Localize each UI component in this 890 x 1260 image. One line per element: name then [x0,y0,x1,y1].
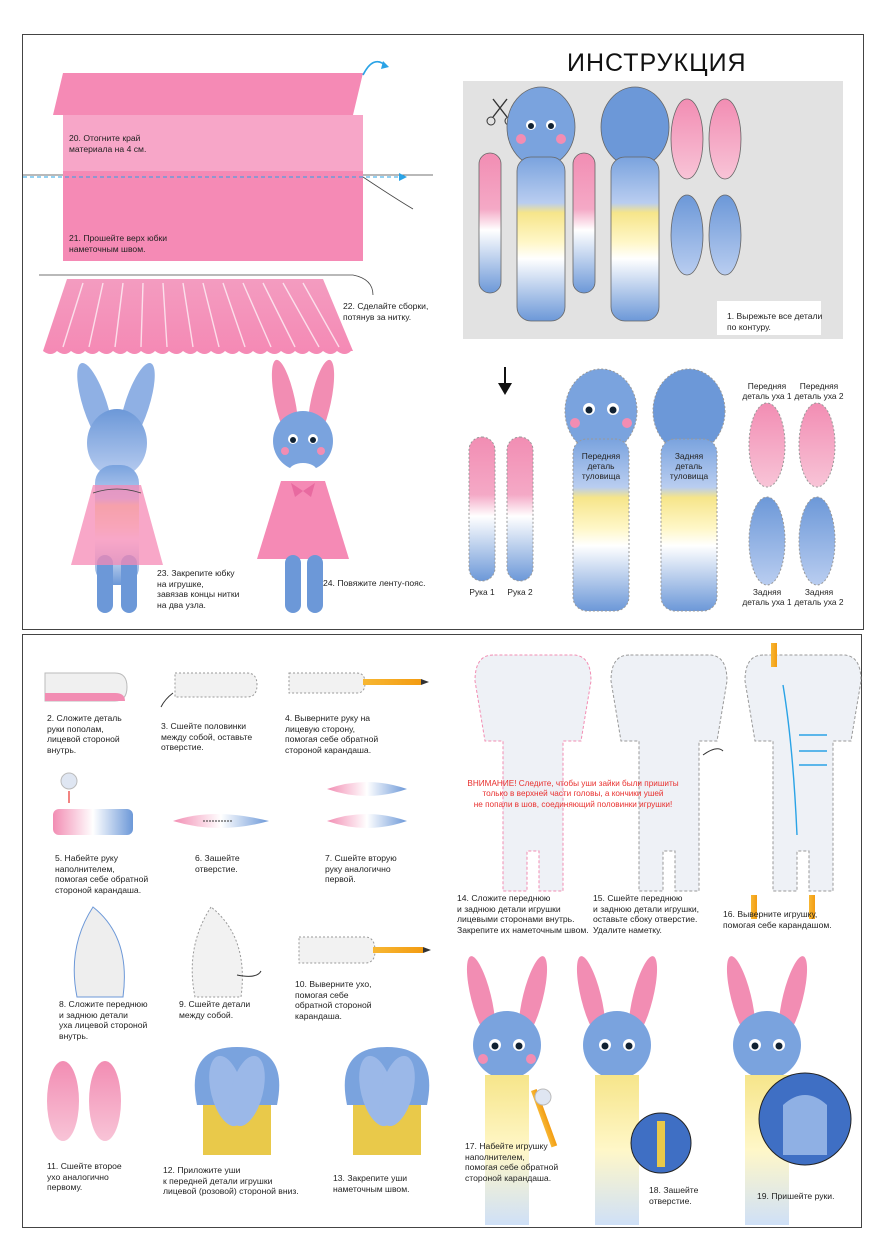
gathered-skirt-illustration [39,275,373,354]
top-panel [22,34,864,630]
pattern-sheet-illustration [463,81,843,339]
front-body-label: Передняя деталь туловища [581,451,621,481]
step-19-caption: 19. Пришейте руки. [757,1191,835,1201]
step-1-caption: 1. Вырежьте все детали по контуру. [727,311,823,332]
step-18-caption: 18. Зашейте отверстие. [649,1185,699,1206]
front-ear-1-label: Передняя деталь уха 1 [742,381,792,401]
bottom-panel [22,634,862,1228]
step-20-caption: 20. Отогните край материала на 4 см. [69,133,147,154]
front-ear-2-label: Передняя деталь уха 2 [794,381,844,401]
step-17-caption: 17. Набейте игрушку наполнителем, помогая себе обратной стороной карандаша. [465,1141,559,1183]
bottom-illustrations [23,635,863,1229]
back-ear-2-label: Задняя деталь уха 2 [794,587,844,607]
ear-steps-illustration [74,907,431,997]
arm-1-label: Рука 1 [469,587,495,597]
fabric-fold-illustration [23,61,433,175]
ear-attach-illustration [47,1047,429,1155]
arm-2-label: Рука 2 [507,587,533,597]
step-23-caption: 23. Закрепите юбку на игрушке, завязав концы нитки на два узла. [157,568,240,610]
step-13-caption: 13. Закрепите уши наметочным швом. [333,1173,410,1194]
bunny-skirt-front-illustration [257,358,349,613]
step-15-caption: 15. Сшейте переднюю и заднюю детали игрушки, оставьте сбоку отверстие. Удалите наметку. [593,893,700,935]
cut-parts-illustration [469,369,835,611]
warning-text: ВНИМАНИЕ! Следите, чтобы уши зайки были пришиты только в верхней части головы, а кончики ушей не попали в шов, соединяющий половинки игрушки! [467,779,679,809]
step-11-caption: 11. Сшейте второе ухо аналогично первому. [47,1161,122,1193]
step-21-caption: 21. Прошейте верх юбки наметочным швом. [69,233,168,254]
top-illustrations [23,35,865,631]
step-22-caption: 22. Сделайте сборки, потянув за нитку. [343,301,429,322]
page-title: ИНСТРУКЦИЯ [567,49,747,77]
step-9-caption: 9. Сшейте детали между собой. [179,999,251,1020]
step-3-caption: 3. Сшейте половинки между собой, оставьте отверстие. [161,721,253,753]
arrow-down-icon [498,367,512,395]
step-8-caption: 8. Сложите переднюю и заднюю детали уха лицевой стороной внутрь. [59,999,148,1041]
step-14-caption: 14. Сложите переднюю и заднюю детали игрушки лицевыми сторонами внутрь. Закрепите их наметочным швом. [457,893,589,935]
step-7-caption: 7. Сшейте вторую руку аналогично первой. [325,853,397,885]
back-body-label: Задняя деталь туловища [669,451,709,481]
step-5-caption: 5. Набейте руку наполнителем, помогая себе обратной стороной карандаша. [55,853,149,895]
step-4-caption: 4. Выверните руку на лицевую сторону, помогая себе обратной стороной карандаша. [285,713,379,755]
step-16-caption: 16. Выверните игрушку, помогая себе карандашом. [723,909,832,930]
step-12-caption: 12. Приложите уши к передней детали игрушки лицевой (розовой) стороной вниз. [163,1165,299,1197]
bunny-skirt-back-illustration [70,359,163,613]
step-2-caption: 2. Сложите деталь руки пополам, лицевой стороной внутрь. [47,713,122,755]
step-6-caption: 6. Зашейте отверстие. [195,853,240,874]
step-10-caption: 10. Выверните ухо, помогая себе обратной стороной карандаша. [295,979,372,1021]
back-ear-1-label: Задняя деталь уха 1 [742,587,792,607]
step-24-caption: 24. Повяжите ленту-пояс. [323,578,426,588]
